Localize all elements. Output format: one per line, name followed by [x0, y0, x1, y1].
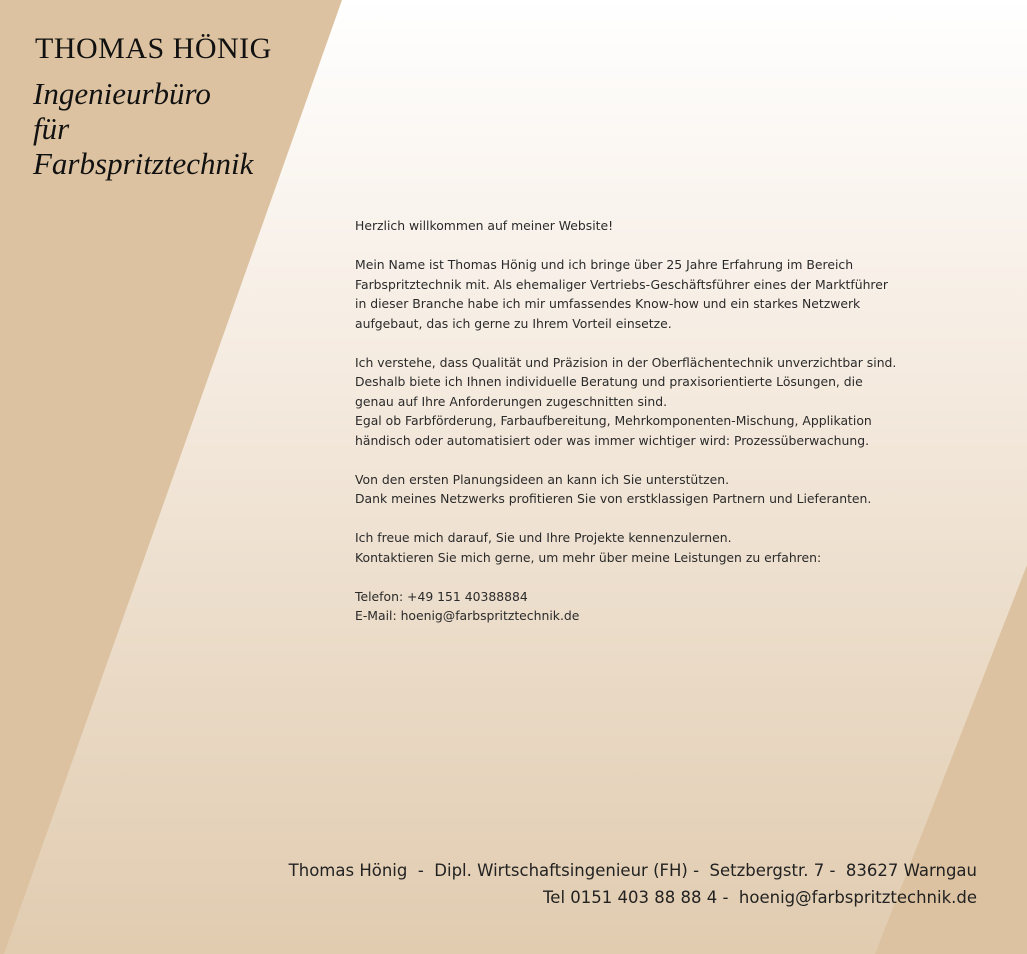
footer — [289, 857, 977, 911]
greeting-paragraph — [355, 216, 955, 236]
phone-text: Telefon: +49 151 40388884 — [355, 588, 528, 604]
brand-tagline — [33, 76, 253, 181]
contact-paragraph — [355, 587, 955, 626]
footer-address-line: Thomas Hönig - Dipl. Wirtschaftsingenieur (FH) - Setzbergstr. 7 - 83627 Warngau — [288, 861, 977, 880]
intro-line: Mein Name ist Thomas Hönig und ich bringe über 25 Jahre Erfahrung im Bereich — [355, 257, 854, 272]
closing-paragraph — [355, 528, 955, 567]
support-paragraph — [355, 470, 955, 509]
quality-line: Ich verstehe, dass Qualität und Präzision in der Oberflächentechnik unverzichtbar sind. — [355, 354, 897, 370]
footer-contact-line: Tel 0151 403 88 88 4 - hoenig@farbspritztechnik.de — [543, 888, 977, 907]
intro-line: aufgebaut, das ich gerne zu Ihrem Vorteil einsetze. — [355, 315, 672, 331]
quality-paragraph — [355, 353, 955, 451]
intro-paragraph — [355, 255, 955, 333]
tagline-line: Ingenieurbüro — [33, 76, 211, 111]
quality-line: händisch oder automatisiert oder was immer wichtiger wird: Prozessüberwachung. — [355, 432, 870, 448]
intro-line: in dieser Branche habe ich mir umfassendes Know-how und ein starkes Netzwerk — [355, 296, 861, 311]
quality-line: Deshalb biete ich Ihnen individuelle Beratung und praxisorientierte Lösungen, die — [355, 374, 863, 389]
support-line: Von den ersten Planungsideen an kann ich Sie unterstützen. — [355, 471, 730, 487]
quality-line: Egal ob Farbförderung, Farbaufbereitung, Mehrkomponenten-Mischung, Applikation — [355, 413, 872, 428]
greeting-line: Herzlich willkommen auf meiner Website! — [355, 218, 614, 233]
tagline-line: für — [33, 111, 70, 146]
email-text: E-Mail: hoenig@farbspritztechnik.de — [355, 608, 580, 623]
support-line: Dank meines Netzwerks profitieren Sie von erstklassigen Partnern und Lieferanten. — [355, 491, 872, 506]
closing-line: Kontaktieren Sie mich gerne, um mehr über meine Leistungen zu erfahren: — [355, 549, 822, 565]
quality-line: genau auf Ihre Anforderungen zugeschnitten sind. — [355, 393, 668, 409]
closing-line: Ich freue mich darauf, Sie und Ihre Projekte kennenzulernen. — [355, 530, 732, 545]
brand-name: THOMAS HÖNIG — [35, 32, 272, 65]
tagline-line: Farbspritztechnik — [33, 146, 254, 181]
intro-line: Farbspritztechnik mit. Als ehemaliger Vertriebs-Geschäftsführer eines der Marktführer — [355, 276, 888, 292]
welcome-text — [355, 216, 955, 645]
